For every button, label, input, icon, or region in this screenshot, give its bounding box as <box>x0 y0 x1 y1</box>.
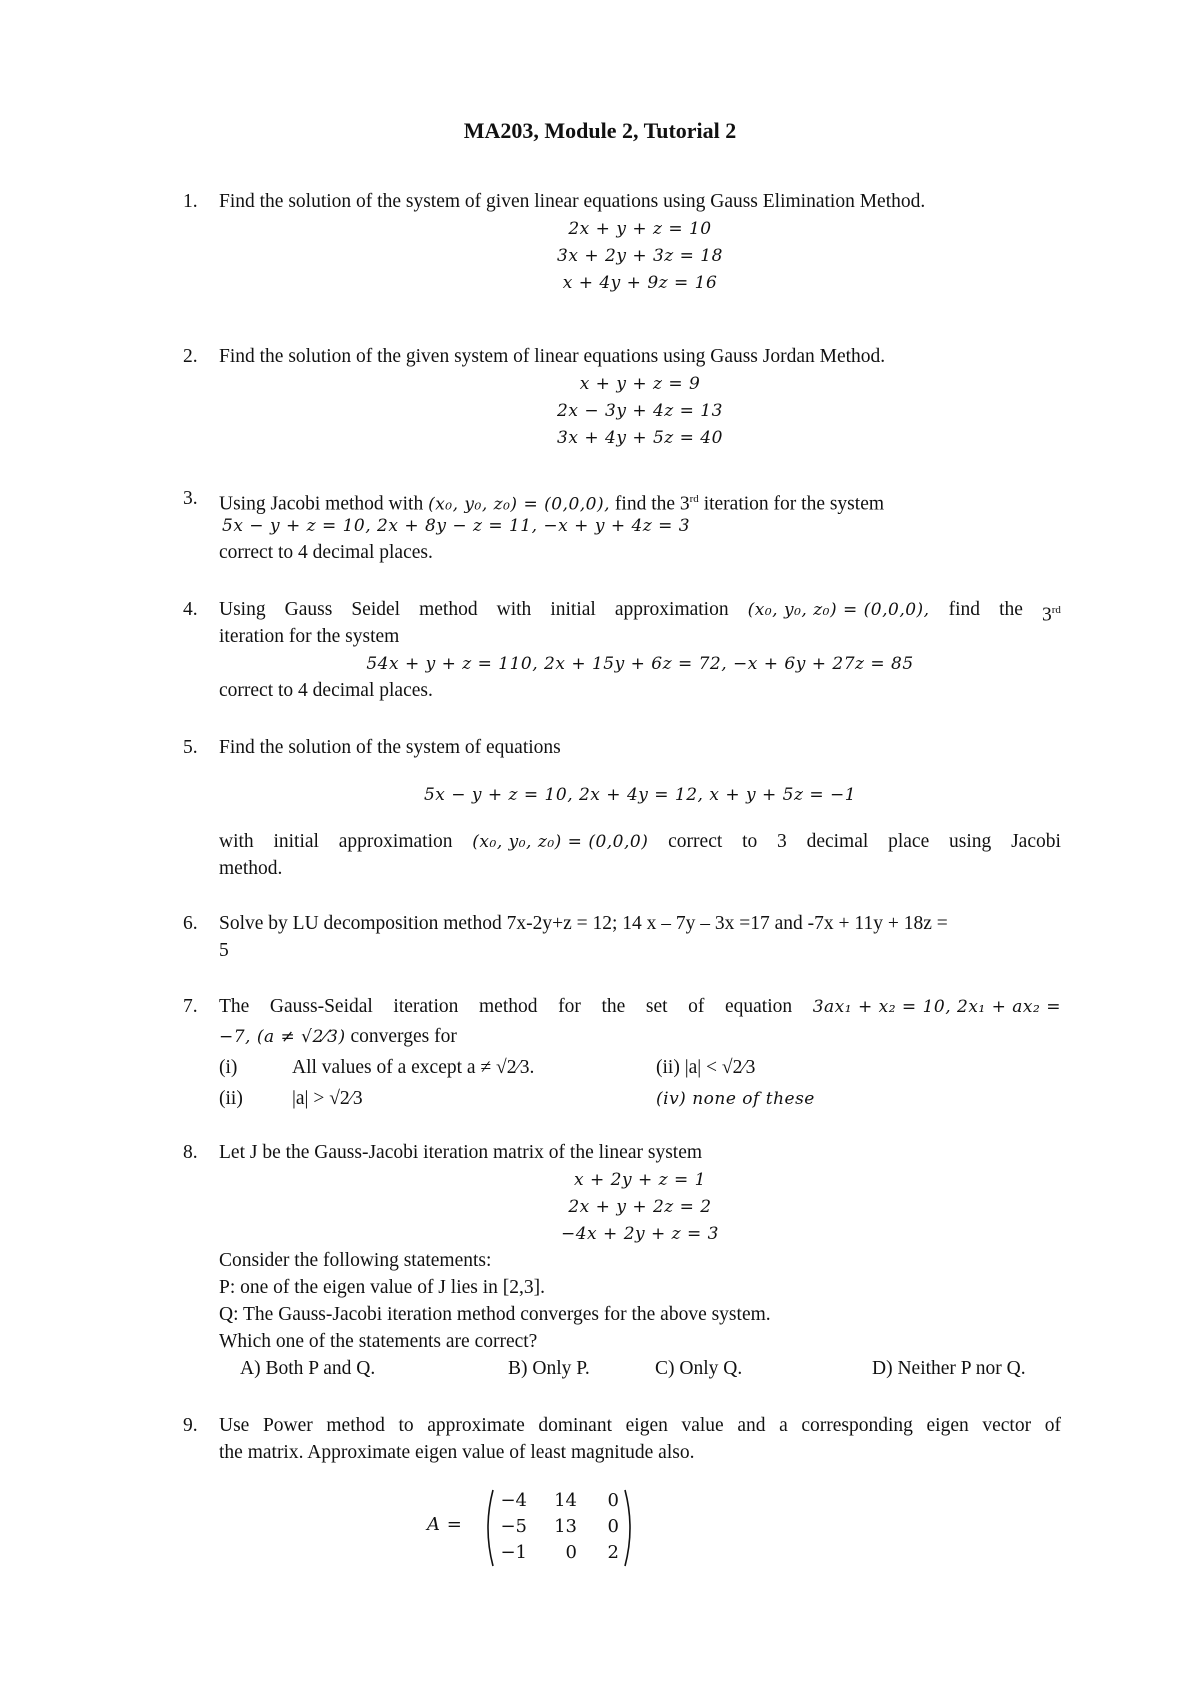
question-number: 7. <box>183 996 198 1017</box>
question-text: 5 <box>219 940 229 961</box>
equation: 2x + y + z = 10 <box>568 219 712 239</box>
word: initial <box>550 599 596 620</box>
word: the <box>601 996 626 1017</box>
equation: x + 4y + 9z = 16 <box>562 273 718 293</box>
word: and <box>737 1415 766 1436</box>
question-number: 5. <box>183 737 198 758</box>
word: to <box>398 1415 414 1436</box>
question-text: correct to 4 decimal places. <box>219 680 433 701</box>
word: 3 <box>777 831 787 852</box>
word: correct <box>668 831 723 852</box>
option-a: A) Both P and Q. <box>240 1358 376 1379</box>
question-number: 6. <box>183 913 198 934</box>
word <box>1042 598 1061 628</box>
justified-line <box>219 830 1061 854</box>
initial-values: (x₀, y₀, z₀) = (0,0,0) <box>472 832 649 852</box>
word: dominant <box>538 1415 613 1436</box>
word: using <box>949 831 992 852</box>
question-text: Solve by LU decomposition method 7x-2y+z = 12; 14 x – 7y – 3x =17 and -7x + 11y + 18z = <box>219 913 948 934</box>
matrix-cell: 13 <box>554 1516 577 1537</box>
word: eigen <box>926 1415 969 1436</box>
word: set <box>645 996 668 1017</box>
equation: 54x + y + z = 110, 2x + 15y + 6z = 72, −x + 6y + 27z = 85 <box>366 654 914 674</box>
word: value <box>681 1415 724 1436</box>
equation: 5x − y + z = 10, 2x + 4y = 12, x + y + 5z = −1 <box>423 785 857 805</box>
equation: 2x − 3y + 4z = 13 <box>557 401 723 421</box>
word: Gauss <box>284 599 333 620</box>
initial-values: (x₀, y₀, z₀) = (0,0,0), <box>428 494 611 515</box>
equation: 5x − y + z = 10, 2x + 8y − z = 11, −x + y + 4z = 3 <box>222 516 691 536</box>
justified-line <box>219 598 1061 628</box>
question-text: Find the solution of the system of given linear equations using Gauss Elimination Method. <box>219 191 926 212</box>
word: initial <box>273 831 319 852</box>
word: method <box>326 1415 385 1436</box>
word: Gauss-Seidal <box>269 996 373 1017</box>
superscript: rd <box>1051 604 1061 616</box>
question-text: correct to 4 decimal places. <box>219 542 433 563</box>
equation: 2x + y + 2z = 2 <box>568 1197 712 1217</box>
option-text: (ii) |a| < √2⁄3 <box>656 1057 756 1078</box>
word: of <box>1044 1415 1061 1436</box>
page-title: MA203, Module 2, Tutorial 2 <box>463 118 737 143</box>
question-text: Using Jacobi method with <box>219 493 424 515</box>
matrix-cell: −4 <box>500 1490 527 1511</box>
word: with <box>219 831 254 852</box>
question-number: 4. <box>183 599 198 620</box>
word: Use <box>219 1415 250 1436</box>
question-text: iteration for the system <box>703 493 885 515</box>
statement-q: Q: The Gauss-Jacobi iteration method converges for the above system. <box>219 1304 771 1325</box>
word: equation <box>724 996 793 1017</box>
word: method <box>479 996 538 1017</box>
superscript: rd <box>689 493 699 505</box>
word: vector <box>982 1415 1032 1436</box>
word: of <box>688 996 705 1017</box>
option-b: B) Only P. <box>508 1358 590 1379</box>
equation: x + y + z = 9 <box>579 374 701 394</box>
initial-values: (x₀, y₀, z₀) = (0,0,0), <box>747 600 930 620</box>
matrix-cell: 2 <box>607 1542 619 1563</box>
matrix-label: A = <box>427 1514 463 1535</box>
equation: x + 2y + z = 1 <box>574 1170 706 1190</box>
question-text: Consider the following statements: <box>219 1250 492 1271</box>
ordinal-number: 3 <box>1041 604 1052 626</box>
question-number: 9. <box>183 1415 198 1436</box>
matrix-cell: −1 <box>500 1542 527 1563</box>
word: with <box>496 599 532 620</box>
word: to <box>742 831 758 852</box>
word: The <box>219 996 250 1017</box>
right-paren-icon <box>623 1488 637 1568</box>
statement-p: P: one of the eigen value of J lies in [2,3]. <box>219 1277 546 1298</box>
question-text: iteration for the system <box>219 626 400 647</box>
matrix-cell: −5 <box>500 1516 527 1537</box>
matrix-cell: 14 <box>554 1490 577 1511</box>
question-number: 2. <box>183 346 198 367</box>
word: corresponding <box>801 1415 913 1436</box>
option-c: C) Only Q. <box>655 1358 743 1379</box>
question-text: find the 3 <box>614 493 690 515</box>
option-text: |a| > √2⁄3 <box>292 1088 363 1109</box>
option-text: (iv) none of these <box>656 1089 815 1109</box>
word: method <box>419 599 478 620</box>
question-text: the matrix. Approximate eigen value of least magnitude also. <box>219 1442 695 1463</box>
question-text: Find the solution of the system of equations <box>219 737 561 758</box>
equation: 3x + 4y + 5z = 40 <box>557 428 723 448</box>
equation: 3x + 2y + 3z = 18 <box>557 246 723 266</box>
word: approximation <box>614 599 729 620</box>
word: eigen <box>625 1415 668 1436</box>
question-text: Let J be the Gauss-Jacobi iteration matrix of the linear system <box>219 1142 703 1163</box>
word: a <box>779 1415 788 1436</box>
question-number: 8. <box>183 1142 198 1163</box>
word: find <box>948 599 981 620</box>
matrix-cell: 0 <box>607 1490 619 1511</box>
word: Power <box>262 1415 313 1436</box>
question-text: Find the solution of the given system of linear equations using Gauss Jordan Method. <box>219 346 886 367</box>
word: the <box>999 599 1023 620</box>
justified-line <box>219 995 1061 1019</box>
word: Jacobi <box>1011 831 1061 852</box>
matrix-cell: 0 <box>607 1516 619 1537</box>
question-text: converges for <box>350 1026 457 1047</box>
word: iteration <box>393 996 459 1017</box>
justified-line <box>219 1414 1061 1438</box>
option-label: (ii) <box>219 1088 243 1109</box>
word: approximate <box>427 1415 525 1436</box>
option-label: (i) <box>219 1057 238 1078</box>
option-d: D) Neither P nor Q. <box>872 1358 1026 1379</box>
option-text: All values of a except a ≠ √2⁄3. <box>292 1057 535 1078</box>
word: for <box>558 996 581 1017</box>
equation: −4x + 2y + z = 3 <box>561 1224 719 1244</box>
question-number: 3. <box>183 488 198 509</box>
question-text: Which one of the statements are correct? <box>219 1331 538 1352</box>
word: decimal <box>806 831 869 852</box>
matrix-cell: 0 <box>565 1542 577 1563</box>
question-line <box>219 487 884 517</box>
word: approximation <box>338 831 453 852</box>
word: Seidel <box>351 599 401 620</box>
equation: 3ax₁ + x₂ = 10, 2x₁ + ax₂ = <box>812 997 1061 1017</box>
question-text: method. <box>219 858 283 879</box>
question-number: 1. <box>183 191 198 212</box>
word: place <box>888 831 930 852</box>
question-line <box>219 1025 457 1049</box>
word: Using <box>219 599 266 620</box>
condition: −7, (a ≠ √2⁄3) <box>219 1027 346 1047</box>
